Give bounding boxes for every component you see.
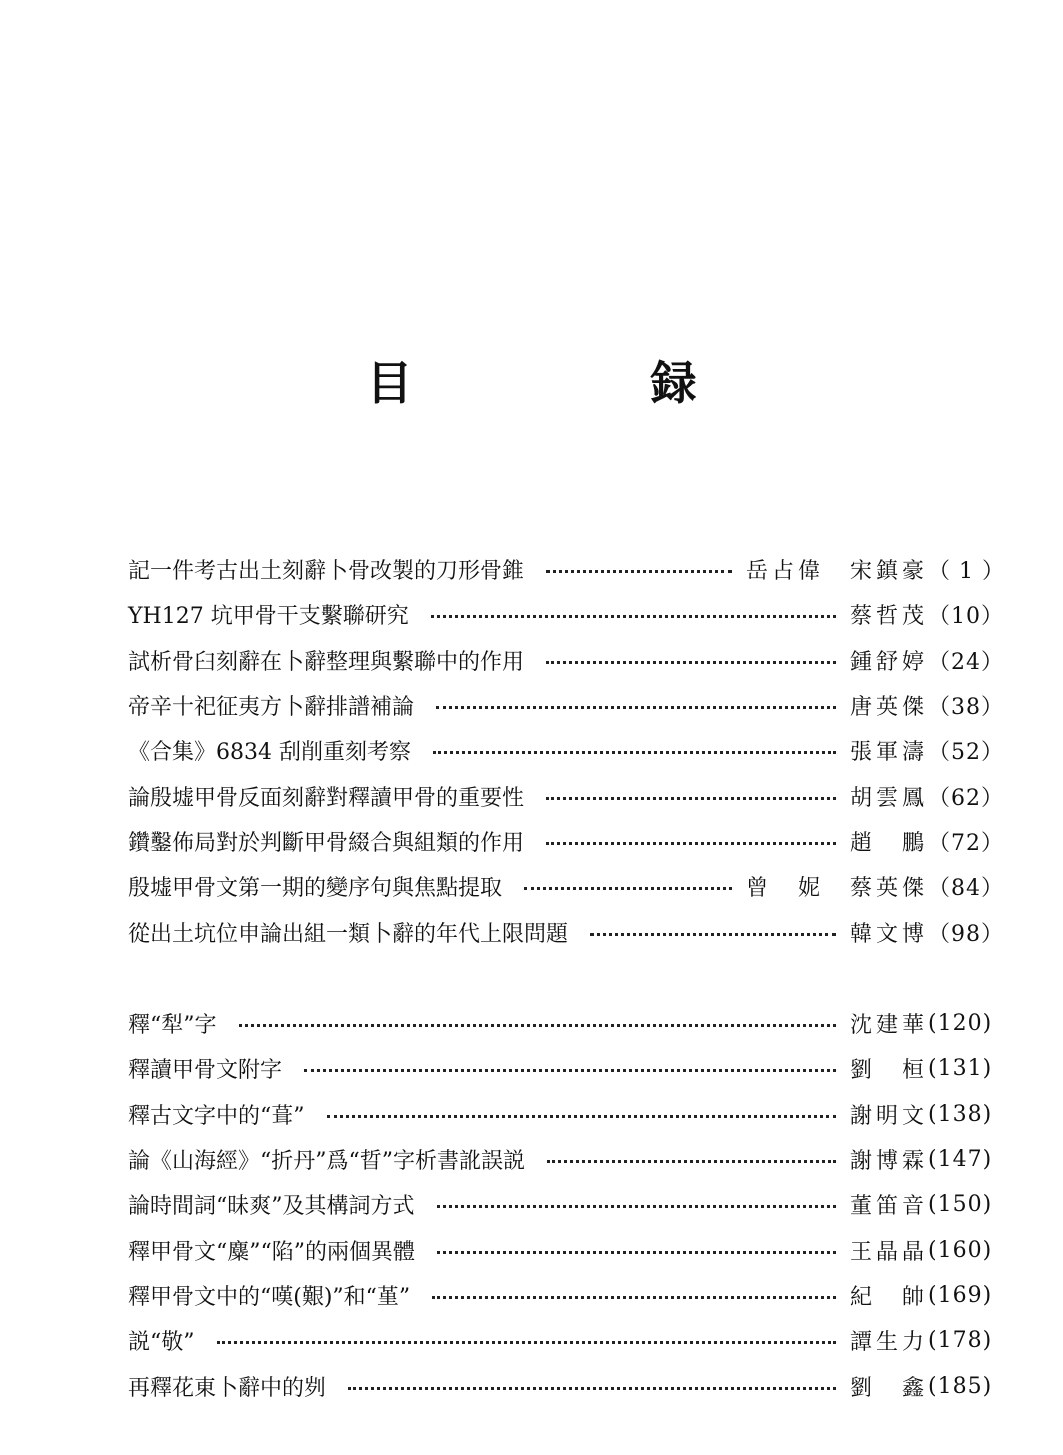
dot-leader bbox=[546, 842, 836, 845]
toc-group-2 bbox=[128, 1001, 993, 1409]
entry-author: 鍾舒婷 bbox=[849, 649, 928, 675]
dot-leader bbox=[436, 706, 836, 709]
entry-title: 鑽鑿佈局對於判斷甲骨綴合與組類的作用 bbox=[128, 830, 525, 856]
dot-leader bbox=[433, 751, 836, 754]
entry-page-number: （62） bbox=[928, 785, 1004, 811]
entry-author: 劉 鑫 bbox=[849, 1375, 928, 1401]
toc-entry[interactable] bbox=[128, 773, 1004, 818]
entry-title: YH127 坑甲骨干支繫聯研究 bbox=[128, 604, 409, 630]
toc-entry[interactable] bbox=[128, 1092, 993, 1137]
entry-page-number: （38） bbox=[928, 695, 1004, 721]
dot-leader bbox=[547, 1160, 836, 1163]
toc-entry[interactable] bbox=[128, 683, 1004, 728]
toc-entry[interactable] bbox=[128, 1046, 993, 1091]
dot-leader bbox=[590, 933, 836, 936]
toc-entry[interactable] bbox=[128, 1182, 993, 1227]
entry-title: 説“敬” bbox=[128, 1330, 195, 1356]
entry-author: 謝博霖 bbox=[849, 1149, 928, 1175]
entry-title: 試析骨臼刻辭在卜辭整理與繫聯中的作用 bbox=[128, 649, 525, 675]
dot-leader bbox=[348, 1387, 836, 1390]
entry-title: 釋甲骨文“麋”“陷”的兩個異體 bbox=[128, 1239, 415, 1265]
dot-leader bbox=[239, 1024, 836, 1027]
toc-entry[interactable] bbox=[128, 1318, 993, 1363]
entry-page-number: （98） bbox=[928, 921, 1004, 947]
entry-author: 唐英傑 bbox=[849, 695, 928, 721]
entry-author: 張軍濤 bbox=[849, 740, 928, 766]
dot-leader bbox=[304, 1069, 836, 1072]
entry-title: 論時間詞“昧爽”及其構詞方式 bbox=[128, 1194, 415, 1220]
toc-entry[interactable] bbox=[128, 1363, 993, 1408]
dot-leader bbox=[327, 1115, 836, 1118]
entry-title: 論殷墟甲骨反面刻辭對釋讀甲骨的重要性 bbox=[128, 785, 525, 811]
entry-author: 韓文博 bbox=[849, 921, 928, 947]
dot-leader bbox=[217, 1341, 836, 1344]
dot-leader bbox=[546, 570, 732, 573]
entry-author: 王晶晶 bbox=[849, 1239, 928, 1265]
entry-title: 《合集》6834 刮削重刻考察 bbox=[128, 740, 411, 766]
toc-entry[interactable] bbox=[128, 909, 1004, 954]
entry-title: 再釋花東卜辭中的刿 bbox=[128, 1375, 327, 1401]
entry-title: 釋“犁”字 bbox=[128, 1013, 217, 1039]
entry-author: 沈建華 bbox=[849, 1013, 928, 1039]
entry-author: 蔡哲茂 bbox=[849, 604, 928, 630]
entry-title: 釋甲骨文中的“嘆(艱)”和“堇” bbox=[128, 1284, 411, 1310]
dot-leader bbox=[431, 615, 836, 618]
entry-author: 譚生力 bbox=[849, 1330, 928, 1356]
entry-page-number: (138) bbox=[928, 1101, 993, 1127]
entry-page-number: (169) bbox=[928, 1282, 993, 1308]
dot-leader bbox=[524, 887, 732, 890]
entry-author: 曾 妮 蔡英傑 bbox=[745, 876, 928, 902]
entry-author: 紀 帥 bbox=[849, 1284, 928, 1310]
dot-leader bbox=[432, 1296, 836, 1299]
entry-page-number: (147) bbox=[928, 1147, 993, 1173]
entry-title: 殷墟甲骨文第一期的變序句與焦點提取 bbox=[128, 876, 503, 902]
entry-page-number: （24） bbox=[928, 649, 1004, 675]
entry-page-number: （84） bbox=[928, 876, 1004, 902]
entry-page-number: (131) bbox=[928, 1056, 993, 1082]
dot-leader bbox=[546, 661, 836, 664]
toc-entry[interactable] bbox=[128, 1273, 993, 1318]
entry-page-number: (178) bbox=[928, 1328, 993, 1354]
entry-page-number: （52） bbox=[928, 740, 1004, 766]
entry-title: 釋古文字中的“葺” bbox=[128, 1103, 305, 1129]
entry-author: 劉 桓 bbox=[849, 1058, 928, 1084]
toc-entry[interactable] bbox=[128, 1001, 993, 1046]
entry-page-number: (150) bbox=[928, 1192, 993, 1218]
entry-page-number: (160) bbox=[928, 1237, 993, 1263]
entry-title: 論《山海經》“折丹”爲“晢”字析書訛誤説 bbox=[128, 1149, 525, 1175]
toc-entry[interactable] bbox=[128, 728, 1004, 773]
toc-entry[interactable] bbox=[128, 864, 1004, 909]
entry-author: 董笛音 bbox=[849, 1194, 928, 1220]
entry-title: 從出土坑位申論出組一類卜辭的年代上限問題 bbox=[128, 921, 569, 947]
toc-entry[interactable] bbox=[128, 819, 1004, 864]
toc-group-1 bbox=[128, 547, 1005, 955]
entry-page-number: （ 1 ） bbox=[928, 559, 1005, 585]
entry-title: 帝辛十祀征夷方卜辭排譜補論 bbox=[128, 695, 415, 721]
toc-entry[interactable] bbox=[128, 638, 1004, 683]
entry-page-number: （10） bbox=[928, 604, 1004, 630]
toc-entry[interactable] bbox=[128, 592, 1004, 637]
toc-entry[interactable] bbox=[128, 547, 1005, 592]
entry-author: 胡雲鳳 bbox=[849, 785, 928, 811]
dot-leader bbox=[437, 1251, 836, 1254]
entry-author: 謝明文 bbox=[849, 1103, 928, 1129]
entry-title: 釋讀甲骨文附字 bbox=[128, 1058, 283, 1084]
entry-author: 趙 鵬 bbox=[849, 830, 928, 856]
page-title: 目 録 bbox=[366, 355, 793, 410]
dot-leader bbox=[437, 1205, 836, 1208]
toc-entry[interactable] bbox=[128, 1137, 993, 1182]
dot-leader bbox=[546, 797, 836, 800]
entry-page-number: (185) bbox=[928, 1373, 993, 1399]
entry-title: 記一件考古出土刻辭卜骨改製的刀形骨錐 bbox=[128, 559, 525, 585]
entry-page-number: （72） bbox=[928, 830, 1004, 856]
entry-page-number: (120) bbox=[928, 1011, 993, 1037]
entry-author: 岳占偉 宋鎮豪 bbox=[745, 559, 928, 585]
toc-entry[interactable] bbox=[128, 1227, 993, 1272]
